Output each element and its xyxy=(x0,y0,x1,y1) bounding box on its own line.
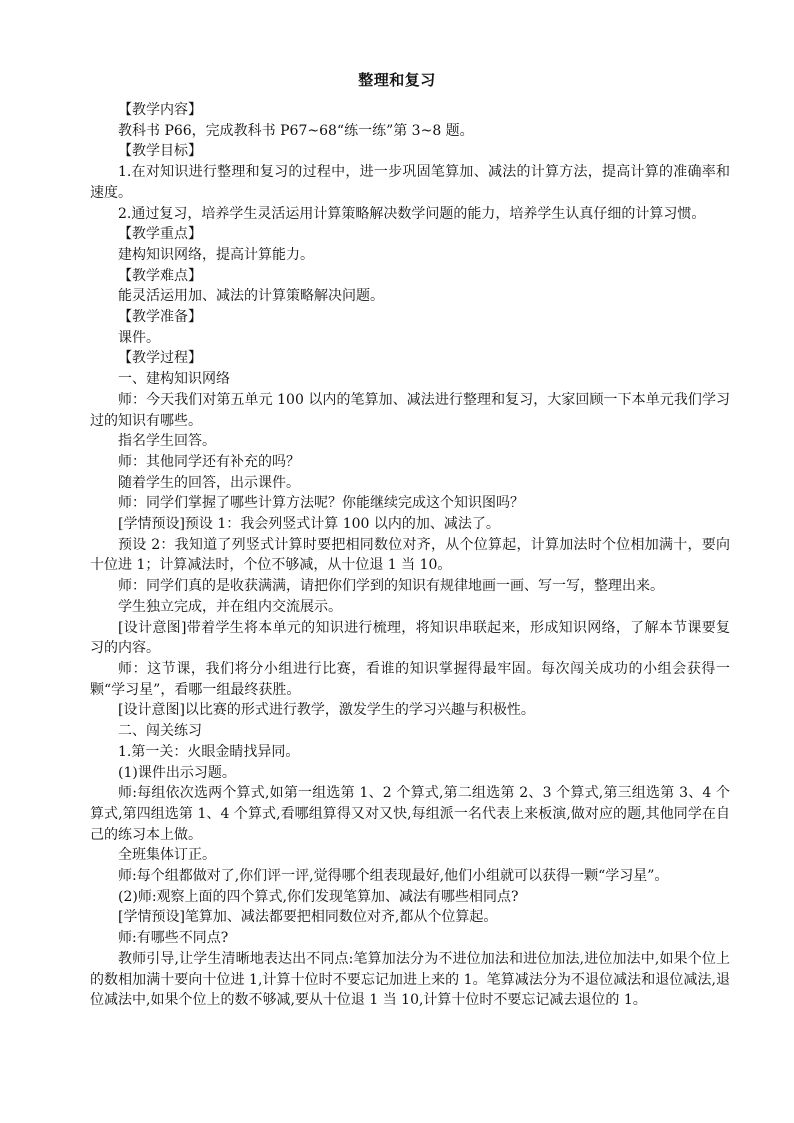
paragraph: 随着学生的回答，出示课件。 xyxy=(118,474,300,491)
paragraph: 1.在对知识进行整理和复习的过程中，进一步巩固笔算加、减法的计算方法，提高计算的准确率和速度。 xyxy=(90,164,730,201)
paragraph: 指名学生回答。 xyxy=(118,433,216,450)
paragraph: 教师引导,让学生清晰地表达出不同点:笔算加法分为不进位加法和进位加法,进位加法中,如果个位上的数相加满十要向十位进 1,计算十位时不要忘记加进上来的 1。笔算减法分为不退位减法和退位减法,退位减法中,如果个位上的数不够减,要从十位退 1 当 10,计算十位时不要忘记减去退位的 1。 xyxy=(90,950,730,1009)
paragraph: 2.通过复习，培养学生灵活运用计算策略解决数学问题的能力，培养学生认真仔细的计算习惯。 xyxy=(118,205,706,222)
paragraph: 师：同学们掌握了哪些计算方法呢？你能继续完成这个知识图吗？ xyxy=(118,495,524,512)
paragraph: [学情预设]预设 1：我会列竖式计算 100 以内的加、减法了。 xyxy=(118,516,500,533)
paragraph: 师:每个组都做对了,你们评一评,觉得哪个组表现最好,他们小组就可以获得一颗“学习星”。 xyxy=(118,868,669,885)
subsection-heading: 二、闯关练习 xyxy=(118,723,202,740)
paragraph: [设计意图]带着学生将本单元的知识进行梳理，将知识串联起来，形成知识网络，了解本节课要复习的内容。 xyxy=(90,619,730,657)
paragraph: 师:每组依次选两个算式,如第一组选第 1、2 个算式,第二组选第 2、3 个算式,第三组选第 3、4 个算式,第四组选第 1、4 个算式,看哪组算得又对又快,每组派一名代表上来板演,做对应的题,其他同学在自己的练习本上做。 xyxy=(90,785,730,843)
paragraph: [设计意图]以比赛的形式进行教学，激发学生的学习兴趣与积极性。 xyxy=(118,702,535,719)
paragraph: (2)师:观察上面的四个算式,你们发现笔算加、减法有哪些相同点? xyxy=(118,888,519,905)
paragraph: 师：这节课，我们将分小组进行比赛，看谁的知识掌握得最牢固。每次闯关成功的小组会获得一颗“学习星”，看哪一组最终获胜。 xyxy=(90,660,730,698)
paragraph: 预设 2：我知道了列竖式计算时要把相同数位对齐，从个位算起，计算加法时个位相加满十，要向十位进 1；计算减法时，个位不够减，从十位退 1 当 10。 xyxy=(90,536,730,574)
document-title: 整理和复习 xyxy=(358,71,436,89)
paragraph: 师:有哪些不同点? xyxy=(118,930,229,947)
section-heading-goals: 【教学目标】 xyxy=(118,143,202,160)
paragraph: 教科书 P66，完成教科书 P67~68“练一练”第 3~8 题。 xyxy=(118,122,474,139)
paragraph: 全班集体订正。 xyxy=(118,847,216,864)
subsection-heading: 一、建构知识网络 xyxy=(118,371,230,388)
paragraph: [学情预设]笔算加、减法都要把相同数位对齐,都从个位算起。 xyxy=(118,909,498,926)
paragraph: 师：同学们真的是收获满满，请把你们学到的知识有规律地画一画、写一写，整理出来。 xyxy=(118,578,664,595)
section-heading-key-points: 【教学重点】 xyxy=(118,226,202,243)
section-heading-preparation: 【教学准备】 xyxy=(118,309,202,326)
paragraph: 课件。 xyxy=(118,329,160,346)
paragraph: 师：今天我们对第五单元 100 以内的笔算加、减法进行整理和复习，大家回顾一下本单元我们学习过的知识有哪些。 xyxy=(90,391,730,429)
paragraph: 学生独立完成，并在组内交流展示。 xyxy=(118,598,342,615)
paragraph: 1.第一关：火眼金睛找异同。 xyxy=(118,743,300,760)
paragraph: 能灵活运用加、减法的计算策略解决问题。 xyxy=(118,288,384,305)
paragraph: (1)课件出示习题。 xyxy=(118,764,236,781)
section-heading-content: 【教学内容】 xyxy=(118,102,202,118)
document-body xyxy=(90,100,730,1011)
section-heading-process: 【教学过程】 xyxy=(118,350,202,367)
paragraph: 师：其他同学还有补充的吗？ xyxy=(118,453,300,470)
section-heading-difficulties: 【教学难点】 xyxy=(118,267,202,284)
paragraph: 建构知识网络，提高计算能力。 xyxy=(118,246,314,263)
